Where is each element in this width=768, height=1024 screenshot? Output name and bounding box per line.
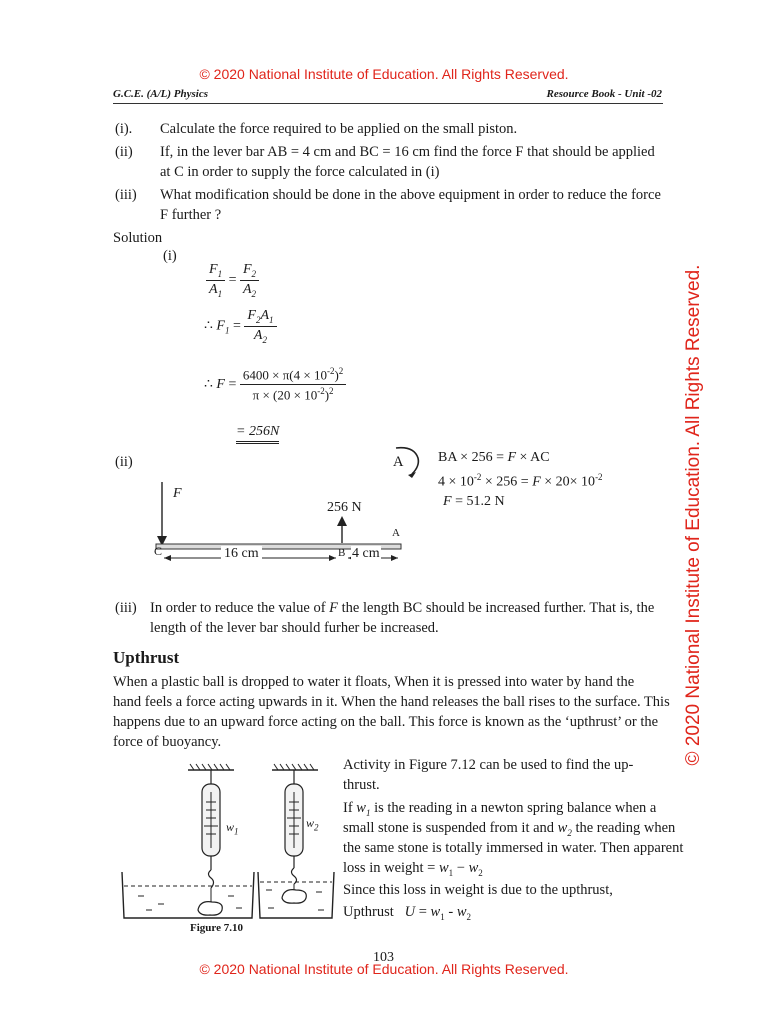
explain-line-4: loss in weight = $w_1 - w_2$ xyxy=(343,860,483,878)
spring-balance-figure xyxy=(118,762,338,932)
explain-line-3: the same stone is totally immersed in water. Then apparent xyxy=(343,840,684,856)
solution-part-i: (i) xyxy=(163,248,177,264)
figure-caption: Figure 7.10 xyxy=(190,922,243,934)
header-rule xyxy=(113,103,663,104)
solution-label: Solution xyxy=(113,230,163,246)
since-line: Since this loss in weight is due to the upthrust, xyxy=(343,882,613,898)
explain-line-2: small stone is suspended from it and $w_2$ the reading when xyxy=(343,820,676,838)
question-iii-line1: What modification should be done in the above equipment in order to reduce the force xyxy=(160,187,661,203)
question-i-text: Calculate the force required to be applied on the small piston. xyxy=(160,121,518,137)
force-f-label: F xyxy=(173,486,182,501)
activity-line-2: thrust. xyxy=(343,777,380,793)
result-256n: = 256N xyxy=(236,424,279,444)
equation-f-value: ∴ F = $\frac{6400 \times \pi(4 \times 10^{-2})^2}{\pi \times (20 \times 10^{-2})^2}$ xyxy=(204,366,346,404)
question-iii-num: (iii) xyxy=(115,187,137,203)
point-c-label: C xyxy=(154,544,163,558)
solution-part-iii: (iii) xyxy=(115,600,137,616)
moment-point-a: A xyxy=(393,454,404,470)
w2-label: $w_2$ xyxy=(306,816,319,833)
question-ii-num: (ii) xyxy=(115,144,133,160)
lever-diagram xyxy=(150,478,410,578)
top-watermark: © 2020 National Institute of Education. All Rights Reserved. xyxy=(199,66,569,82)
equation-pressure-ratio: $\frac{F_1}{A_1}$ = $\frac{F_2}{A_2}$ xyxy=(206,262,259,299)
question-ii-line1: If, in the lever bar AB = 4 cm and BC = 16 cm find the force F that should be applied xyxy=(160,144,655,160)
question-iii-line2: F further ? xyxy=(160,207,222,223)
upthrust-para-4: force of buoyancy. xyxy=(113,734,222,750)
header-right: Resource Book - Unit -02 xyxy=(546,88,662,100)
question-i: (i). xyxy=(115,121,133,137)
header-left: G.C.E. (A/L) Physics xyxy=(113,88,209,100)
explain-line-1: If $w_1$ is the reading in a newton spring balance when a xyxy=(343,800,657,818)
upthrust-formula: Upthrust $U = w_1 - w_2$ xyxy=(343,904,471,922)
solution-part-ii: (ii) xyxy=(115,454,133,470)
upthrust-para-2: hand feels a force acting upwards in it. When the hand releases the ball rises to the surface. This xyxy=(113,694,670,710)
left-stone xyxy=(198,902,222,915)
upthrust-heading: Upthrust xyxy=(113,648,180,667)
upthrust-para-1: When a plastic ball is dropped to water it floats, When it is pressed into water by hand the xyxy=(113,674,635,690)
length-ba-label: 4 cm xyxy=(352,546,380,561)
equation-f1: ∴ $F_1$ = $\frac{F_2A_1}{A_2}$ xyxy=(204,308,277,345)
bottom-watermark: © 2020 National Institute of Education. All Rights Reserved. xyxy=(199,961,569,977)
activity-line-1: Activity in Figure 7.12 can be used to find the up- xyxy=(343,757,634,773)
moment-line-1: BA × 256 = F × AC xyxy=(438,450,550,465)
upthrust-para-3: happens due to an upward force acting on the ball. This force is known as the ‘upthrust’ or the xyxy=(113,714,659,730)
question-ii-line2: at C in order to supply the force calculated in (i) xyxy=(160,164,440,180)
length-cb-label: 16 cm xyxy=(221,546,262,562)
moment-line-2: $4 \times 10^{-2} \times 256 = F \times 20\times 10^{-2}$ xyxy=(438,472,603,490)
w1-label: $w_1$ xyxy=(226,820,239,837)
point-b-label: B xyxy=(338,547,346,559)
moment-line-3: F = 51.2 N xyxy=(443,494,505,509)
answer-iii-line2: length of the lever bar should furher be increased. xyxy=(150,620,439,636)
right-stone xyxy=(282,890,306,903)
upward-force-label: 256 N xyxy=(327,500,362,515)
point-a-label: A xyxy=(392,527,400,539)
answer-iii-line1: In order to reduce the value of F the length BC should be increased further. That is, the xyxy=(150,600,655,616)
page-number: 103 xyxy=(373,950,394,965)
left-beaker xyxy=(122,872,254,918)
upthrust-force-arrowhead xyxy=(337,516,347,526)
